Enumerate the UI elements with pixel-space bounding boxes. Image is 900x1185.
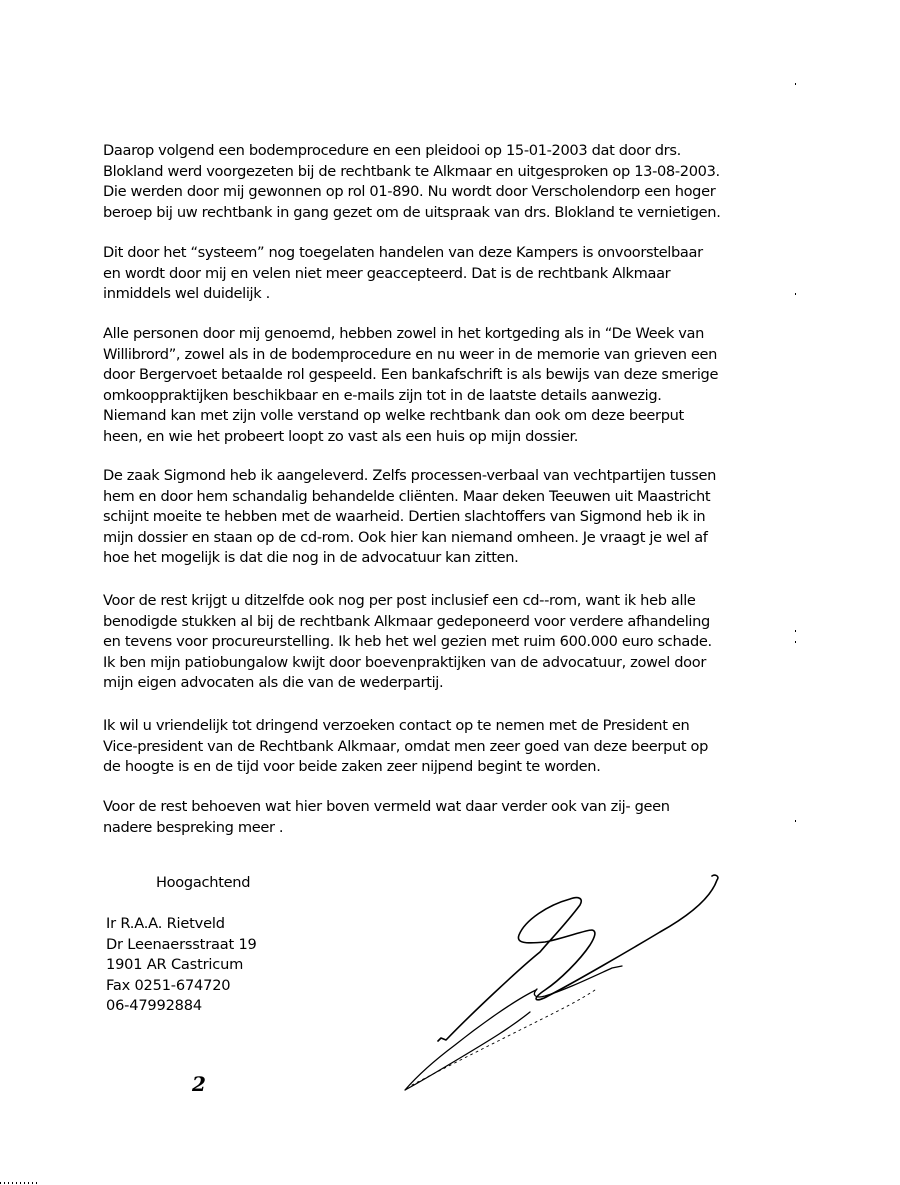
closing-salutation: Hoogachtend <box>156 874 251 891</box>
text-line: Voor de rest behoeven wat hier boven vermeld wat daar verder ook van zij- geen <box>103 798 670 815</box>
text-line: Voor de rest krijgt u ditzelfde ook nog per post inclusief een cd--rom, want ik heb alle <box>103 592 696 609</box>
scan-speck <box>795 293 796 295</box>
sender-name: Ir R.A.A. Rietveld <box>106 915 225 932</box>
text-line: benodigde stukken al bij de rechtbank Alkmaar gedeponeerd voor verdere afhandeling <box>103 613 710 630</box>
signature-stroke <box>405 990 536 1090</box>
text-line: Vice-president van de Rechtbank Alkmaar, omdat men zeer goed van deze beerput op <box>103 738 709 755</box>
sender-fax: Fax 0251-674720 <box>106 977 231 994</box>
text-line: inmiddels wel duidelijk . <box>103 285 270 302</box>
signature-stroke <box>412 990 595 1085</box>
text-line: heen, en wie het probeert loopt zo vast als een huis op mijn dossier. <box>103 428 579 445</box>
text-line: schijnt moeite te hebben met de waarheid. Dertien slachtoffers van Sigmond heb ik in <box>103 508 706 525</box>
text-line: beroep bij uw rechtbank in gang gezet om de uitspraak van drs. Blokland te vernietigen. <box>103 204 721 221</box>
text-line: de hoogte is en de tijd voor beide zaken zeer nijpend begint te worden. <box>103 758 601 775</box>
scan-speck <box>795 820 796 822</box>
scan-speck <box>795 630 796 632</box>
text-line: omkooppraktijken beschikbaar en e-mails zijn tot in de laatste details aanwezig. <box>103 387 662 404</box>
text-line: Die werden door mij gewonnen op rol 01-890. Nu wordt door Verscholendorp een hoger <box>103 183 716 200</box>
sender-phone: 06-47992884 <box>106 997 202 1014</box>
text-line: Ik ben mijn patiobungalow kwijt door boevenpraktijken van de advocatuur, zowel door <box>103 654 706 671</box>
text-line: Blokland werd voorgezeten bij de rechtbank te Alkmaar en uitgesproken op 13-08-2003. <box>103 163 720 180</box>
text-line: mijn dossier en staan op de cd-rom. Ook hier kan niemand omheen. Je vraagt je wel af <box>103 529 708 546</box>
text-line: hoe het mogelijk is dat die nog in de advocatuur kan zitten. <box>103 549 519 566</box>
text-line: Dit door het “systeem” nog toegelaten handelen van deze Kampers is onvoorstelbaar <box>103 244 703 261</box>
scan-edge-dots <box>0 1182 40 1184</box>
text-line: hem en door hem schandalig behandelde cliënten. Maar deken Teeuwen uit Maastricht <box>103 488 711 505</box>
signature-stroke <box>438 875 718 1041</box>
scan-speck <box>795 641 796 643</box>
text-line: De zaak Sigmond heb ik aangeleverd. Zelfs processen-verbaal van vechtpartijen tussen <box>103 467 716 484</box>
text-line: Ik wil u vriendelijk tot dringend verzoeken contact op te nemen met de President en <box>103 717 690 734</box>
signature-stroke <box>534 966 622 997</box>
scan-speck <box>795 83 796 85</box>
text-line: Alle personen door mij genoemd, hebben zowel in het kortgeding als in “De Week van <box>103 325 705 342</box>
sender-city: 1901 AR Castricum <box>106 956 244 973</box>
text-line: mijn eigen advocaten als die van de wederpartij. <box>103 674 444 691</box>
text-line: Willibrord”, zowel als in de bodemprocedure en nu weer in de memorie van grieven een <box>103 346 718 363</box>
text-line: en tevens voor procureurstelling. Ik heb het wel gezien met ruim 600.000 euro schade. <box>103 633 712 650</box>
text-line: Niemand kan met zijn volle verstand op welke rechtbank dan ook om deze beerput <box>103 407 684 424</box>
text-line: Daarop volgend een bodemprocedure en een pleidooi op 15-01-2003 dat door drs. <box>103 142 681 159</box>
sender-street: Dr Leenaersstraat 19 <box>106 936 257 953</box>
text-line: nadere bespreking meer . <box>103 819 284 836</box>
text-line: door Bergervoet betaalde rol gespeeld. Een bankafschrift is als bewijs van deze smerige <box>103 366 719 383</box>
page-number: 2 <box>192 1072 206 1096</box>
text-line: en wordt door mij en velen niet meer geaccepteerd. Dat is de rechtbank Alkmaar <box>103 265 671 282</box>
